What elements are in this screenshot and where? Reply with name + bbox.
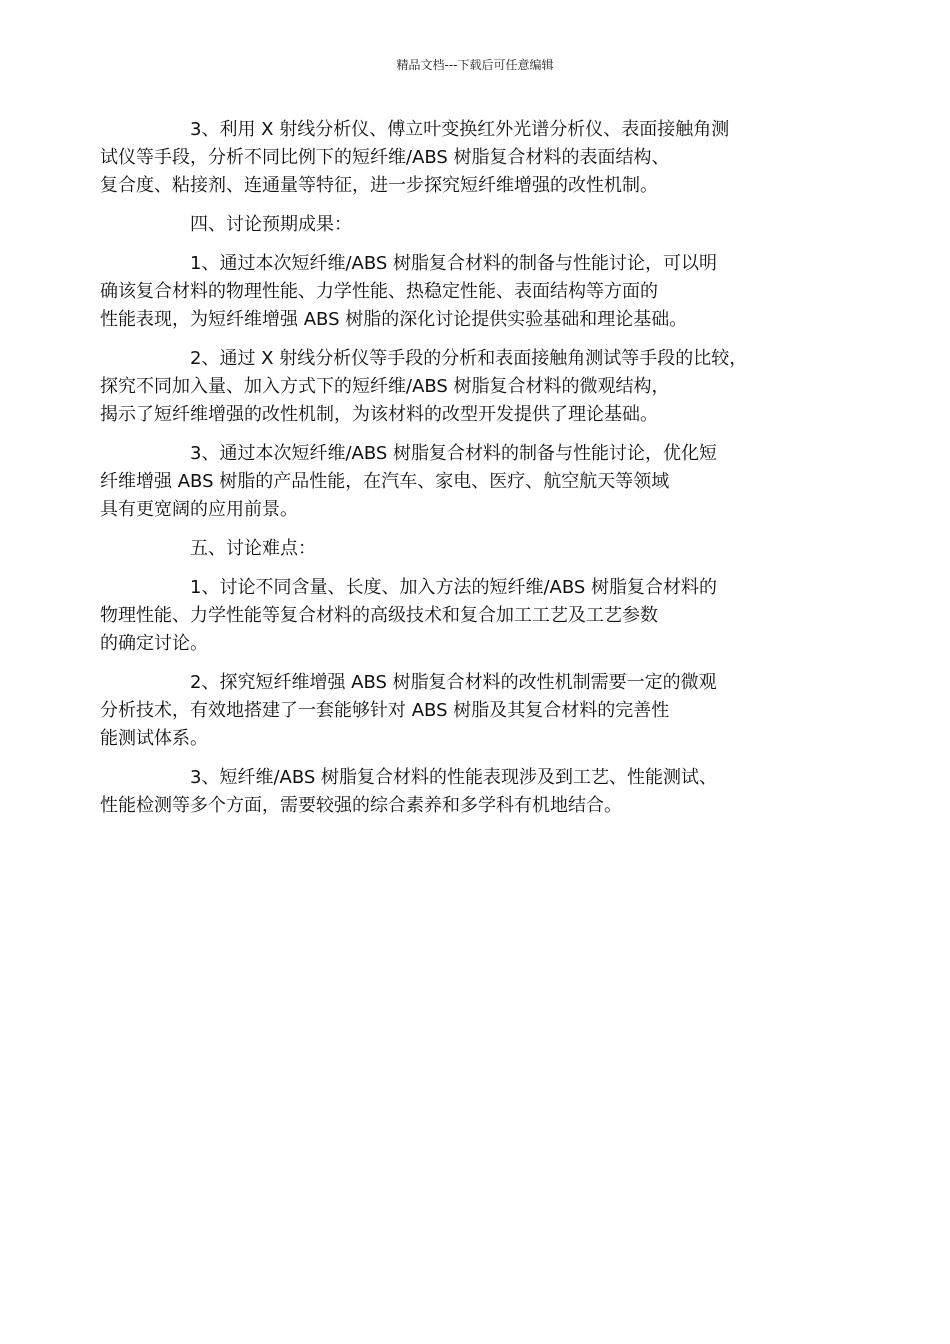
text-line: 性能表现，为短纤维增强 ABS 树脂的深化讨论提供实验基础和理论基础。 xyxy=(100,309,688,330)
text-line: 3、利用 X 射线分析仪、傅立叶变换红外光谱分析仪、表面接触角测 xyxy=(190,119,730,140)
paragraph-result-1 xyxy=(100,250,820,334)
text-line: 具有更宽阔的应用前景。 xyxy=(100,499,298,520)
text-line: 1、通过本次短纤维/ABS 树脂复合材料的制备与性能讨论，可以明 xyxy=(190,253,718,274)
text-line: 的确定讨论。 xyxy=(100,633,208,654)
text-line: 分析技术，有效地搭建了一套能够针对 ABS 树脂及其复合材料的完善性 xyxy=(100,700,670,721)
text-line: 1、讨论不同含量、长度、加入方法的短纤维/ABS 树脂复合材料的 xyxy=(190,577,718,598)
page-header: 精品文档---下载后可任意编辑 xyxy=(396,58,554,72)
text-line: 3、通过本次短纤维/ABS 树脂复合材料的制备与性能讨论，优化短 xyxy=(190,443,718,464)
text-line: 2、通过 X 射线分析仪等手段的分析和表面接触角测试等手段的比较， xyxy=(190,348,748,369)
paragraph-difficulty-2 xyxy=(100,669,820,753)
text-line: 性能检测等多个方面，需要较强的综合素养和多学科有机地结合。 xyxy=(100,795,622,816)
text-line: 3、短纤维/ABS 树脂复合材料的性能表现涉及到工艺、性能测试、 xyxy=(190,767,718,788)
document-body xyxy=(100,116,820,831)
paragraph-result-2 xyxy=(100,345,820,429)
paragraph-result-3 xyxy=(100,440,820,524)
text-line: 探究不同加入量、加入方式下的短纤维/ABS 树脂复合材料的微观结构， xyxy=(100,376,670,397)
text-line: 纤维增强 ABS 树脂的产品性能，在汽车、家电、医疗、航空航天等领域 xyxy=(100,471,670,492)
text-line: 揭示了短纤维增强的改性机制，为该材料的改型开发提供了理论基础。 xyxy=(100,404,658,425)
section-heading-difficulties: 五、讨论难点： xyxy=(190,538,316,559)
text-line: 试仪等手段，分析不同比例下的短纤维/ABS 树脂复合材料的表面结构、 xyxy=(100,147,670,168)
paragraph-difficulty-3 xyxy=(100,764,820,820)
paragraph-difficulty-1 xyxy=(100,574,820,658)
text-line: 能测试体系。 xyxy=(100,728,208,749)
text-line: 2、探究短纤维增强 ABS 树脂复合材料的改性机制需要一定的微观 xyxy=(190,672,717,693)
paragraph-3-analysis-methods xyxy=(100,116,820,200)
section-heading-expected-results: 四、讨论预期成果： xyxy=(190,214,352,235)
text-line: 复合度、粘接剂、连通量等特征，进一步探究短纤维增强的改性机制。 xyxy=(100,175,658,196)
text-line: 确该复合材料的物理性能、力学性能、热稳定性能、表面结构等方面的 xyxy=(100,281,658,302)
text-line: 物理性能、力学性能等复合材料的高级技术和复合加工工艺及工艺参数 xyxy=(100,605,658,626)
